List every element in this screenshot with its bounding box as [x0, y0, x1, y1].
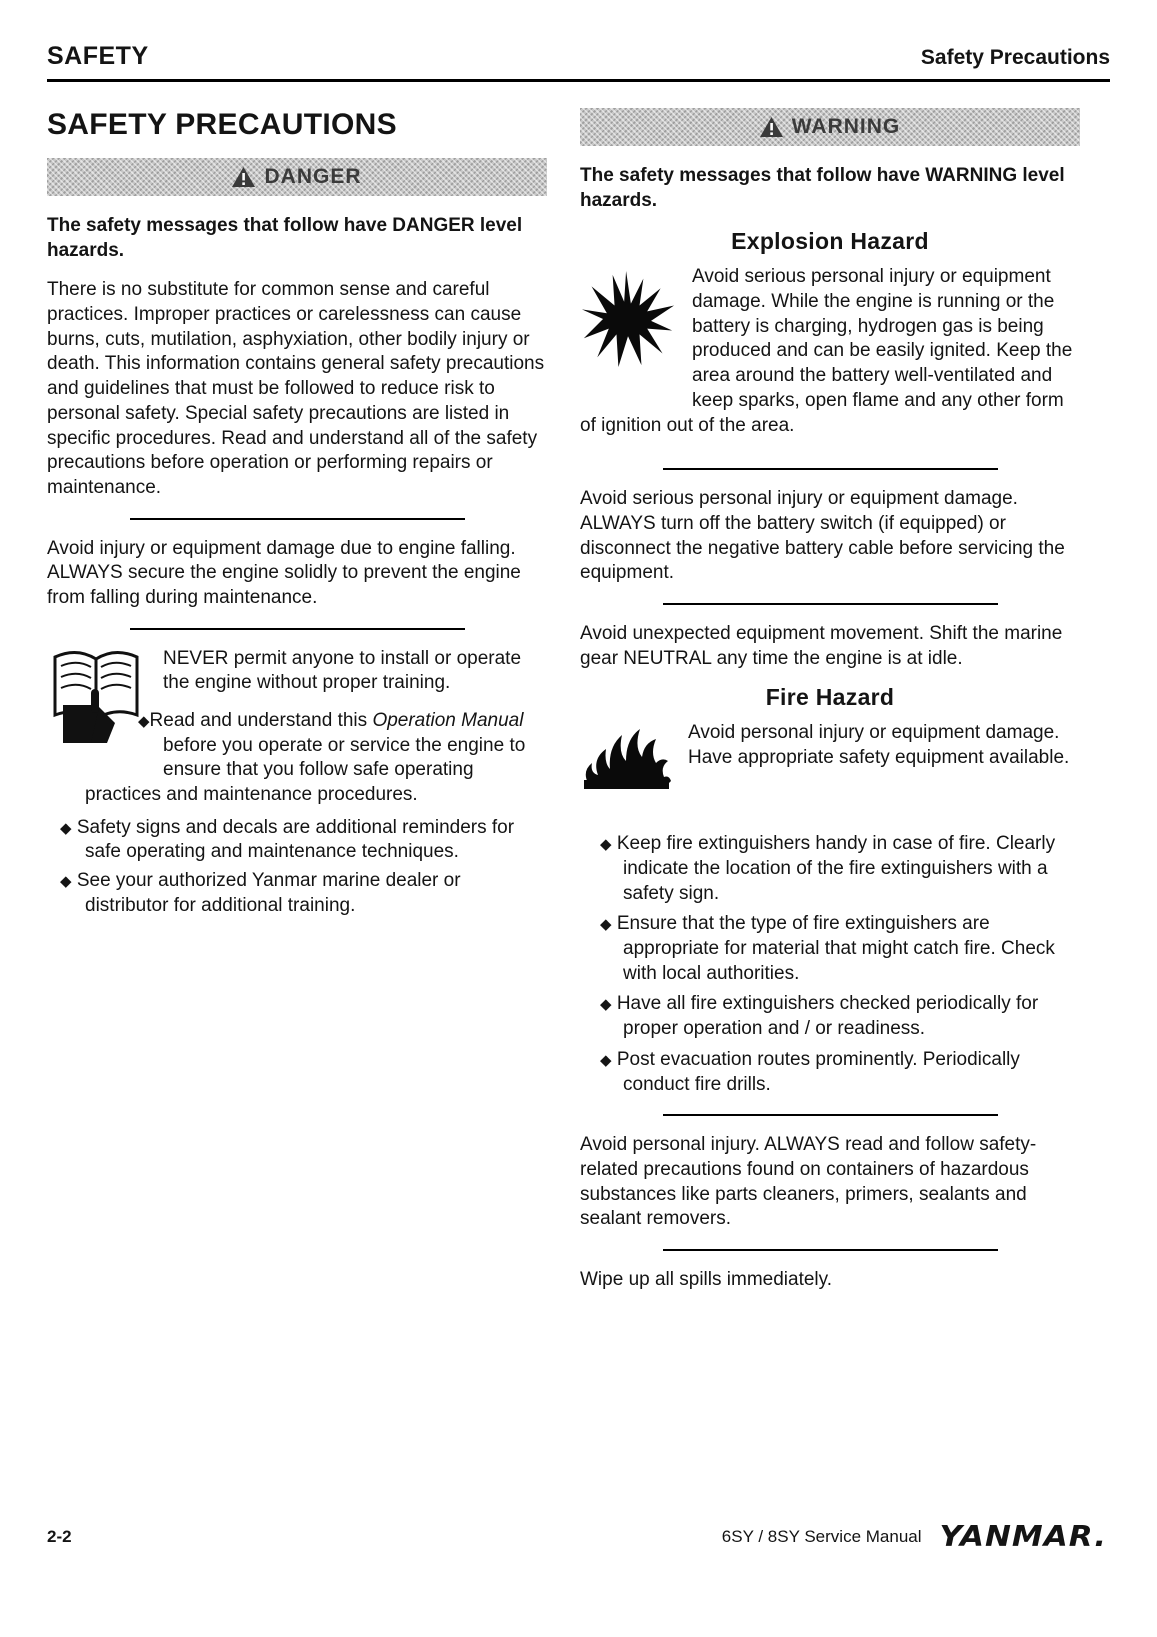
section-divider [663, 603, 998, 605]
warning-triangle-icon [232, 167, 255, 187]
header-rule [47, 79, 1110, 82]
bullet-item [600, 1048, 1080, 1097]
warning-paragraph-neutral: Avoid unexpected equipment movement. Shift the marine gear NEUTRAL any time the engine is at idle. [580, 622, 1063, 669]
explosion-icon [580, 269, 676, 374]
header-subsection-title: Safety Precautions [920, 46, 1110, 69]
bullet-text: See your authorized Yanmar marine dealer or distributor for additional training. [76, 870, 461, 916]
warning-triangle-icon [760, 117, 783, 137]
bullet-diamond-icon: ◆ [600, 836, 612, 854]
warning-paragraph-battery: Avoid serious personal injury or equipment damage. ALWAYS turn off the battery switch (if equipped) or disconnect the negative battery cable before servicing the equipment. [580, 488, 1065, 584]
warning-banner [580, 108, 1080, 146]
left-column [47, 108, 547, 1306]
fire-icon [580, 725, 672, 796]
section-divider [663, 1114, 998, 1116]
danger-banner [47, 158, 547, 196]
training-manual-icon [47, 649, 145, 749]
fire-block [580, 721, 1080, 804]
bullet-text: Ensure that the type of fire extinguishers are appropriate for material that might catch fire. Check with local authorities. [616, 913, 1055, 984]
section-divider [663, 1249, 998, 1251]
bullet-text: Read and understand this [149, 710, 373, 731]
bullet-diamond-icon: ◆ [60, 873, 72, 891]
warning-paragraph-containers: Avoid personal injury. ALWAYS read and follow safety-related precautions found on containers of hazardous substances like parts cleaners, primers, sealants and sealant removers. [580, 1134, 1037, 1230]
bullet-diamond-icon: ◆ [600, 1051, 612, 1069]
warning-paragraph-spills: Wipe up all spills immediately. [580, 1268, 833, 1290]
warning-intro: The safety messages that follow have WARNING level hazards. [580, 165, 1065, 211]
section-divider [130, 628, 465, 630]
bullet-text: before you operate or service the engine to ensure that you follow safe operating practices and maintenance procedures. [85, 734, 526, 806]
bullet-diamond-icon: ◆ [60, 819, 72, 837]
training-block [47, 647, 547, 812]
danger-paragraph-1: There is no substitute for common sense and careful practices. Improper practices or carelessness can cause burns, cuts, mutilation, asphyxiation, other bodily injury or death. This information contains general safety precautions and guidelines that must be followed to reduce risk to personal safety. Special safety precautions are listed in specific procedures. Read and understand all of the safety precautions before operation or performing repairs or maintenance. [47, 279, 545, 498]
explosion-hazard-heading: Explosion Hazard [731, 228, 929, 255]
section-divider [130, 518, 465, 520]
footer-right-group [722, 1519, 1107, 1555]
danger-paragraph-2: Avoid injury or equipment damage due to engine falling. ALWAYS secure the engine solidly to prevent the engine from falling during maintenance. [47, 537, 521, 608]
bullet-item [600, 992, 1080, 1041]
page-header [47, 42, 1110, 71]
bullet-text: Have all fire extinguishers checked periodically for proper operation and / or readiness. [616, 993, 1039, 1040]
bullet-text: Keep fire extinguishers handy in case of fire. Clearly indicate the location of the fire extinguishers with a safety sign. [616, 833, 1056, 904]
fire-body: Avoid personal injury or equipment damage. Have appropriate safety equipment available. [688, 722, 1070, 768]
danger-bullet-list [47, 816, 547, 919]
fire-hazard-heading: Fire Hazard [765, 684, 895, 711]
warning-banner-label: WARNING [791, 115, 901, 138]
operation-manual-italic: Operation Manual [372, 710, 524, 731]
right-column [580, 108, 1080, 1306]
fire-bullet-list [580, 832, 1080, 1097]
bullet-item [600, 912, 1080, 986]
page-number: 2-2 [47, 1527, 72, 1546]
page-footer [47, 1519, 1107, 1555]
danger-banner-label: DANGER [264, 165, 362, 188]
bullet-item [60, 816, 547, 865]
bullet-diamond-icon: ◆ [138, 713, 150, 730]
training-text: NEVER permit anyone to install or operate the engine without proper training. [163, 647, 522, 694]
yanmar-logo: YANMAR. [939, 1520, 1107, 1554]
bullet-text: Post evacuation routes prominently. Periodically conduct fire drills. [616, 1048, 1020, 1095]
danger-intro: The safety messages that follow have DANGER level hazards. [47, 215, 523, 261]
bullet-diamond-icon: ◆ [600, 916, 612, 934]
manual-name: 6SY / 8SY Service Manual [721, 1527, 922, 1546]
header-section-title: SAFETY [47, 42, 149, 70]
page-title: SAFETY PRECAUTIONS [47, 108, 397, 141]
bullet-text: Safety signs and decals are additional reminders for safe operating and maintenance techniques. [76, 816, 515, 863]
bullet-item [60, 869, 547, 918]
explosion-block [580, 265, 1080, 451]
explosion-body: Avoid serious personal injury or equipment damage. While the engine is running or the battery is charging, hydrogen gas is being produced and can be easily ignited. Keep the area around the battery well-ventilated and keep sparks, open flame and any other form of ignition out of the area. [580, 266, 1073, 436]
bullet-diamond-icon: ◆ [600, 996, 612, 1014]
two-column-body [47, 108, 1110, 1306]
section-divider [663, 468, 998, 470]
bullet-item [600, 832, 1080, 906]
